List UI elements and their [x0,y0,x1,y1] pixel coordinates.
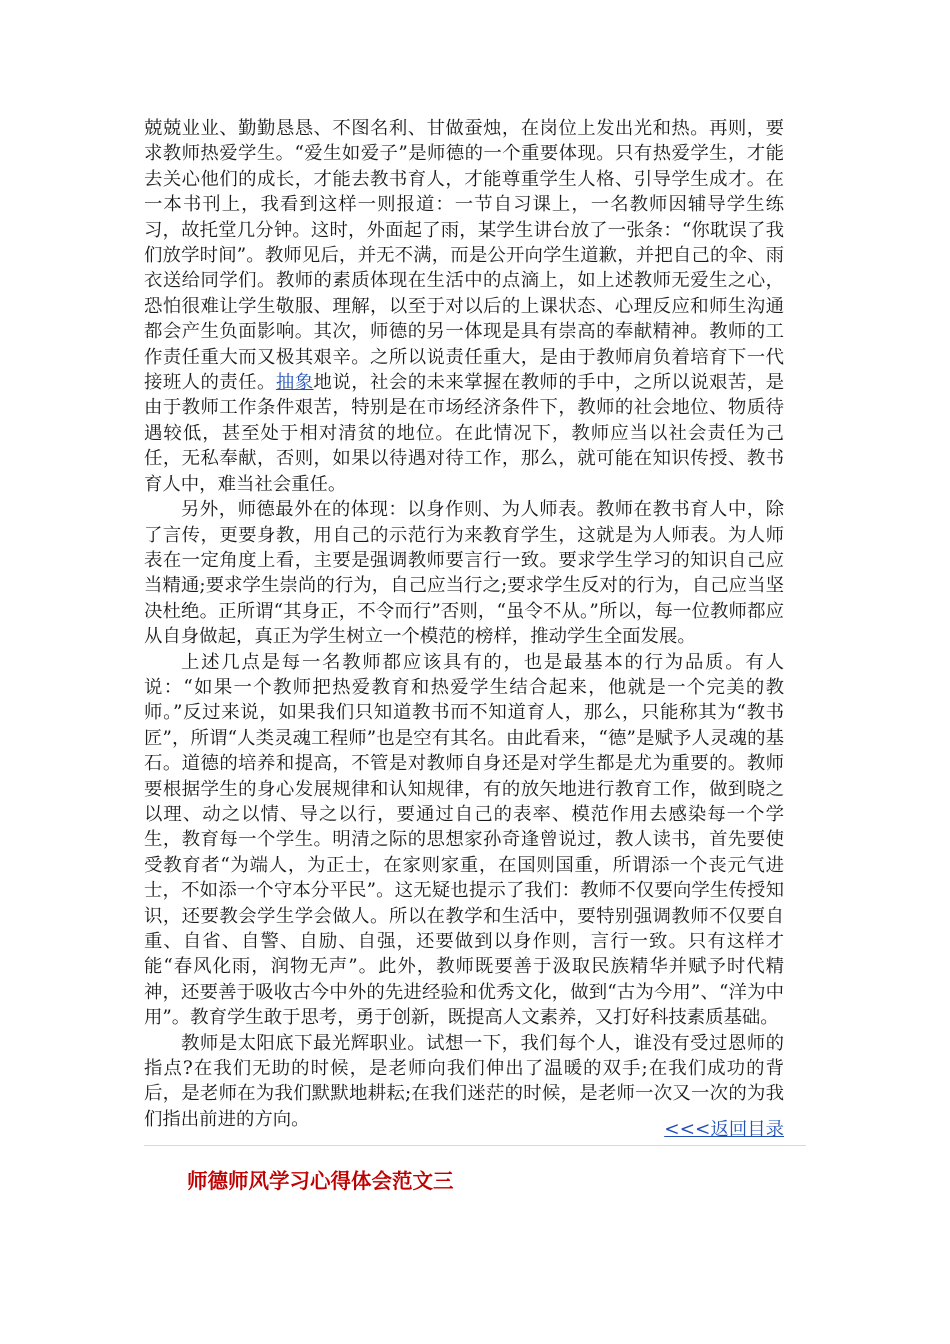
article-body [144,116,784,1132]
paragraph-1 [144,116,784,497]
paragraph-1-text-start: 兢兢业业、勤勤恳恳、不图名利、甘做蚕烛，在岗位上发出光和热。再则，要求教师热爱学生。“爱生如爱子”是师德的一个重要体现。只有热爱学生，才能去关心他们的成长，才能去教书育人，才能尊重学生人格、引导学生成才。在一本书刊上，我看到这样一则报道：一节自习课上，一名教师因辅导学生练习，故托堂几分钟。这时，外面起了雨，某学生讲台放了一张条：“你耽误了我们放学时间”。教师见后，并无不满，而是公开向学生道歉，并把自己的伞、雨衣送给同学们。教师的素质体现在生活中的点滴上，如上述教师无爱生之心，恐怕很难让学生敬服、理解，以至于对以后的上课状态、心理反应和师生沟通都会产生负面影响。其次，师德的另一体现是具有崇高的奉献精神。教师的工作责任重大而又极其艰辛。之所以说责任重大，是由于教师肩负着培育下一代接班人的责任。 [144,118,784,394]
paragraph-2: 另外，师德最外在的体现：以身作则、为人师表。教师在教书育人中，除了言传，更要身教，用自己的示范行为来教育学生，这就是为人师表。为人师表在一定角度上看，主要是强调教师要言行一致。要求学生学习的知识自己应当精通;要求学生崇尚的行为，自己应当行之;要求学生反对的行为，自己应当坚决杜绝。正所谓“其身正，不令而行”否则，“虽令不从。”所以，每一位教师都应从自身做起，真正为学生树立一个模范的榜样，推动学生全面发展。 [144,499,784,648]
paragraph-1-text-end: 地说，社会的未来掌握在教师的手中，之所以说艰苦，是由于教师工作条件艰苦，特别是在市场经济条件下，教师的社会地位、物质待遇较低，甚至处于相对清贫的地位。在此情况下，教师应当以社会责任为己任，无私奉献，否则，如果以待遇对待工作，那么，就可能在知识传授、教书育人中，难当社会重任。 [144,372,784,495]
next-section-title: 师德师风学习心得体会范文三 [187,1169,454,1193]
section-divider [144,1145,806,1146]
back-to-contents-link[interactable]: <<<返回目录 [664,1119,784,1140]
paragraph-3: 上述几点是每一名教师都应该具有的，也是最基本的行为品质。有人说：“如果一个教师把热爱教育和热爱学生结合起来，他就是一个完美的教师。”反过来说，如果我们只知道教书而不知道育人，那么，只能称其为“教书匠”，所谓“人类灵魂工程师”也是空有其名。由此看来，“德”是赋予人灵魂的基石。道德的培养和提高，不管是对教师自身还是对学生都是尤为重要的。教师要根据学生的身心发展规律和认知规律，有的放矢地进行教育工作，做到晓之以理、动之以情、导之以行，要通过自己的表率、模范作用去感染每一个学生，教育每一个学生。明清之际的思想家孙奇逢曾说过，教人读书，首先要使受教育者“为端人，为正士，在家则家重，在国则国重，所谓添一个丧元气进士，不如添一个守本分平民”。这无疑也提示了我们：教师不仅要向学生传授知识，还要教会学生学会做人。所以在教学和生活中，要特别强调教师不仅要自重、自省、自警、自励、自强，还要做到以身作则，言行一致。只有这样才能“春风化雨，润物无声”。此外，教师既要善于汲取民族精华并赋予时代精神，还要善于吸收古今中外的先进经验和优秀文化，做到“古为今用”、“洋为中用”。教育学生敢于思考，勇于创新，既提高人文素养，又打好科技素质基础。 [144,651,784,1029]
abstract-link[interactable]: 抽象 [275,372,314,394]
paragraph-4: 教师是太阳底下最光辉职业。试想一下，我们每个人，谁没有受过恩师的指点?在我们无助的时候，是老师向我们伸出了温暖的双手;在我们成功的背后，是老师在为我们默默地耕耘;在我们迷茫的时候，是老师一次又一次的为我们指出前进的方向。 [144,1032,784,1130]
back-to-contents-row [144,1116,784,1144]
